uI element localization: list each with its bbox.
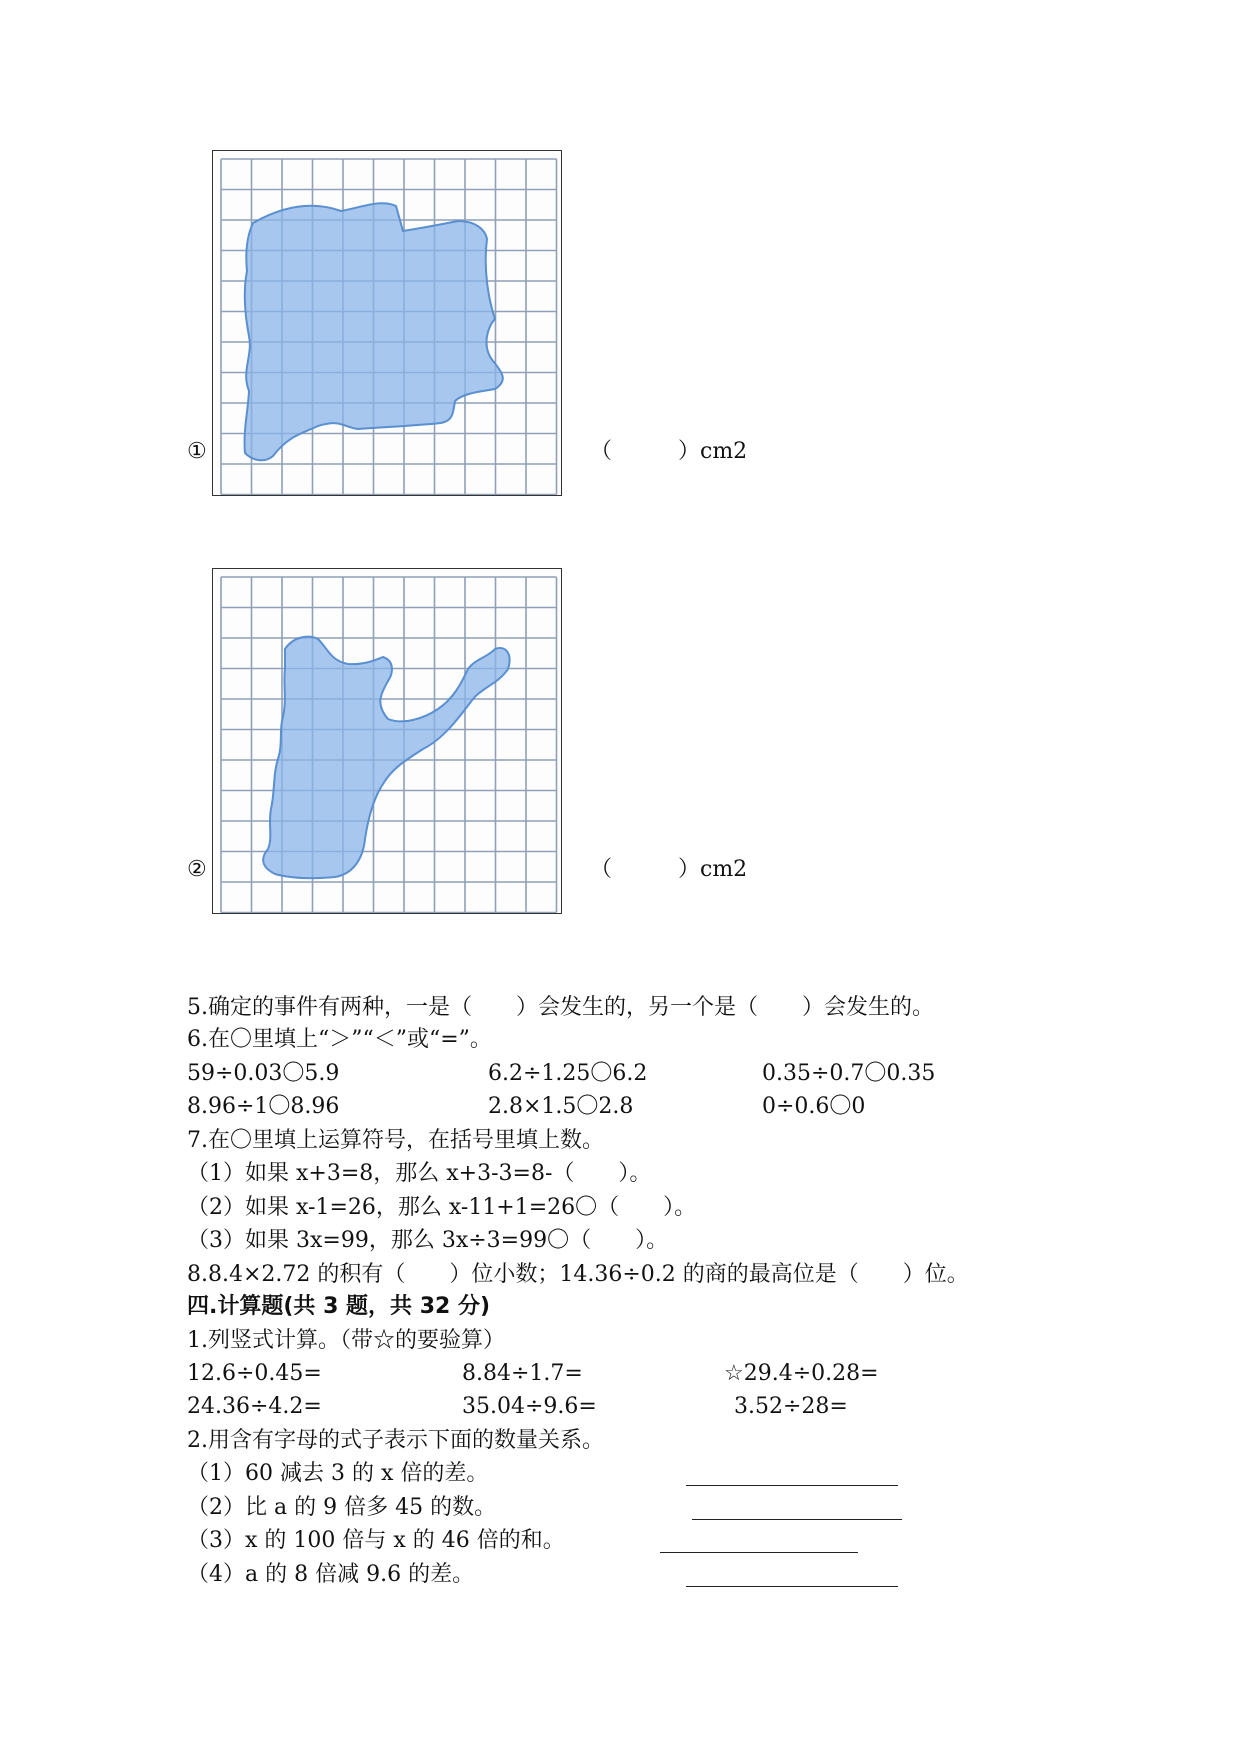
grid-figure-2 (212, 568, 562, 914)
q6-r1-c3: 0.35÷0.7〇0.35 (762, 1061, 936, 1086)
figure-marker-1: ① (187, 439, 207, 464)
figure-answer-2: （ ）cm2 (590, 857, 748, 882)
q6-r1-c2: 6.2÷1.25〇6.2 (488, 1061, 648, 1086)
irregular-shape-1 (213, 151, 561, 495)
q7-item-3: （3）如果 3x=99，那么 3x÷3=99〇（ ）。 (187, 1228, 669, 1253)
question-6-title: 6.在〇里填上“＞”“＜”或“=”。 (187, 1027, 492, 1052)
q6-r1-c1: 59÷0.03〇5.9 (187, 1061, 340, 1086)
question-7-title: 7.在〇里填上运算符号，在括号里填上数。 (187, 1128, 604, 1153)
answer-line-1[interactable] (686, 1484, 898, 1486)
figure-marker-2: ② (187, 857, 207, 882)
irregular-shape-2 (213, 569, 561, 913)
q6-r2-c2: 2.8×1.5〇2.8 (488, 1094, 634, 1119)
s4-q1-title: 1.列竖式计算。（带☆的要验算） (187, 1328, 505, 1353)
answer-line-4[interactable] (686, 1585, 898, 1587)
question-5: 5.确定的事件有两种，一是（ ）会发生的，另一个是（ ）会发生的。 (187, 995, 934, 1020)
s4-q2-item-3: （3）x 的 100 倍与 x 的 46 倍的和。 (187, 1528, 565, 1553)
s4-q2-item-1: （1）60 减去 3 的 x 倍的差。 (187, 1461, 489, 1486)
s4-q2-title: 2.用含有字母的式子表示下面的数量关系。 (187, 1428, 604, 1453)
s4-q1-r2-c1: 24.36÷4.2= (187, 1394, 322, 1419)
s4-q2-item-4: （4）a 的 8 倍减 9.6 的差。 (187, 1562, 475, 1587)
s4-q1-r2-c2: 35.04÷9.6= (462, 1394, 597, 1419)
s4-q1-r1-c3: ☆29.4÷0.28= (724, 1361, 879, 1386)
s4-q1-r2-c3: 3.52÷28= (734, 1394, 848, 1419)
s4-q1-r1-c1: 12.6÷0.45= (187, 1361, 322, 1386)
q6-r2-c1: 8.96÷1〇8.96 (187, 1094, 340, 1119)
section-4-heading: 四.计算题(共 3 题，共 32 分) (187, 1294, 491, 1319)
grid-figure-1 (212, 150, 562, 496)
answer-line-3[interactable] (660, 1551, 858, 1553)
figure-answer-1: （ ）cm2 (590, 439, 748, 464)
s4-q1-r1-c2: 8.84÷1.7= (462, 1361, 583, 1386)
q7-item-1: （1）如果 x+3=8，那么 x+3-3=8-（ ）。 (187, 1161, 652, 1186)
question-8: 8.8.4×2.72 的积有（ ）位小数；14.36÷0.2 的商的最高位是（ ）位。 (187, 1262, 969, 1287)
q7-item-2: （2）如果 x-1=26，那么 x-11+1=26〇（ ）。 (187, 1195, 697, 1220)
s4-q2-item-2: （2）比 a 的 9 倍多 45 的数。 (187, 1495, 497, 1520)
q6-r2-c3: 0÷0.6〇0 (762, 1094, 866, 1119)
answer-line-2[interactable] (692, 1518, 902, 1520)
